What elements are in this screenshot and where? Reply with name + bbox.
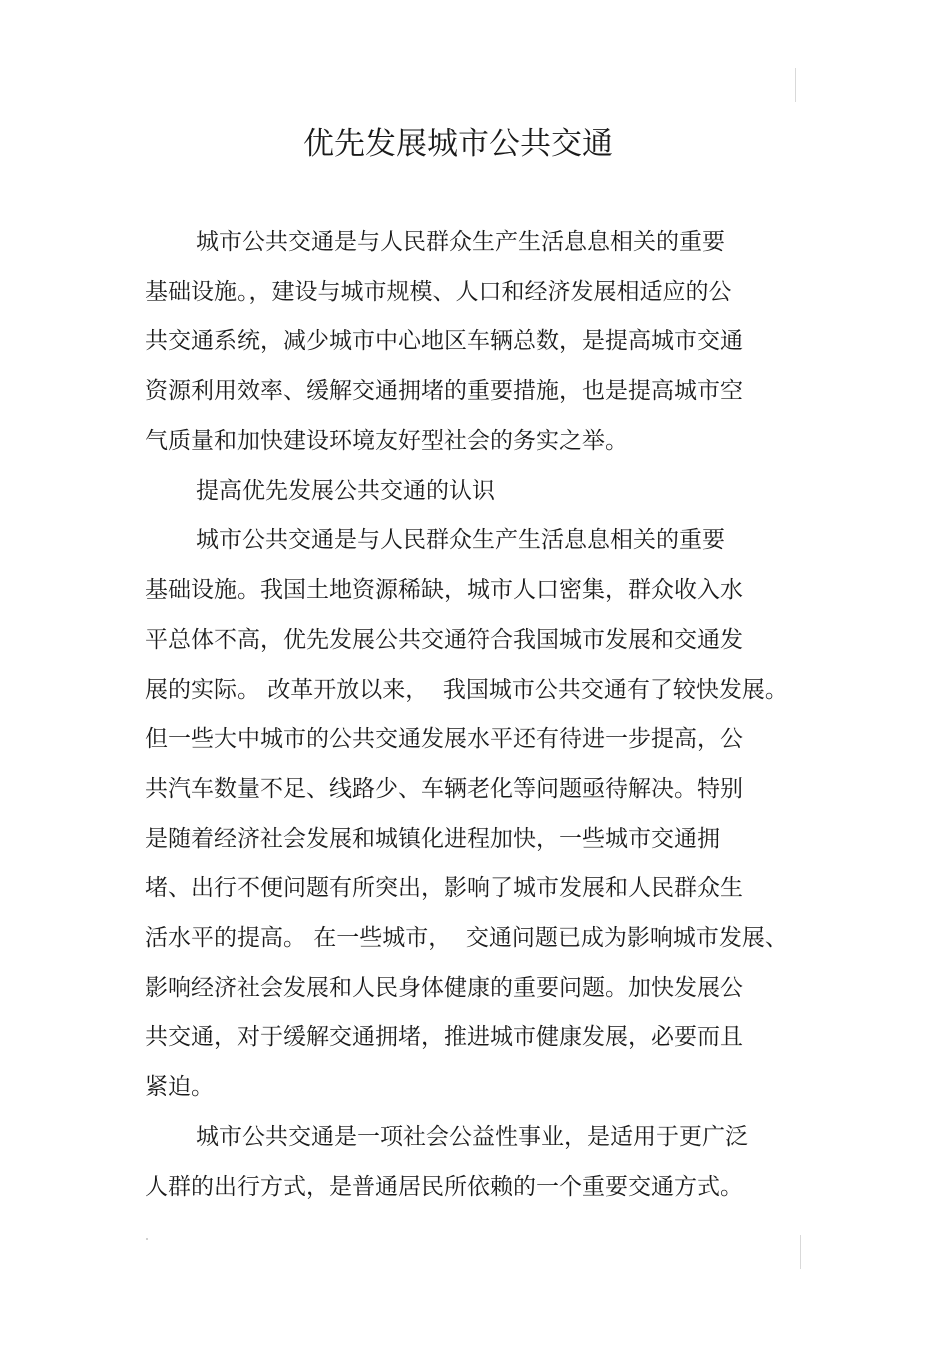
body-line: 人群的出行方式，是普通居民所依赖的一个重要交通方式。 <box>145 1174 743 1200</box>
body-line: 展的实际。 改革开放以来， 我国城市公共交通有了较快发展。 <box>145 677 788 703</box>
body-line: 城市公共交通是与人民群众生产生活息息相关的重要 <box>196 229 725 255</box>
body-line: 基础设施。我国土地资源稀缺，城市人口密集，群众收入水 <box>145 577 743 603</box>
body-line: 共汽车数量不足、线路少、车辆老化等问题亟待解决。特别 <box>145 776 743 802</box>
body-line: 城市公共交通是与人民群众生产生活息息相关的重要 <box>196 527 725 553</box>
section-heading: 提高优先发展公共交通的认识 <box>196 478 495 504</box>
body-line: 共交通系统，减少城市中心地区车辆总数，是提高城市交通 <box>145 328 743 354</box>
body-line: 气质量和加快建设环境友好型社会的务实之举。 <box>145 428 628 454</box>
body-line: 共交通，对于缓解交通拥堵，推进城市健康发展，必要而且 <box>145 1024 743 1050</box>
body-line: 影响经济社会发展和人民身体健康的重要问题。加快发展公 <box>145 975 743 1001</box>
body-line: 平总体不高，优先发展公共交通符合我国城市发展和交通发 <box>145 627 743 653</box>
body-line: 是随着经济社会发展和城镇化进程加快，一些城市交通拥 <box>145 826 720 852</box>
body-line: 基础设施。，建设与城市规模、人口和经济发展相适应的公 <box>145 279 732 305</box>
document-title: 优先发展城市公共交通 <box>303 126 613 162</box>
body-line: 但一些大中城市的公共交通发展水平还有待进一步提高，公 <box>145 726 743 752</box>
body-line: 活水平的提高。 在一些城市， 交通问题已成为影响城市发展、 <box>145 925 788 951</box>
body-line: 堵、出行不便问题有所突出，影响了城市发展和人民群众生 <box>145 875 743 901</box>
body-line: 紧迫。 <box>145 1074 214 1100</box>
body-line: 资源利用效率、缓解交通拥堵的重要措施，也是提高城市空 <box>145 378 743 404</box>
body-line: 城市公共交通是一项社会公益性事业，是适用于更广泛 <box>196 1124 748 1150</box>
